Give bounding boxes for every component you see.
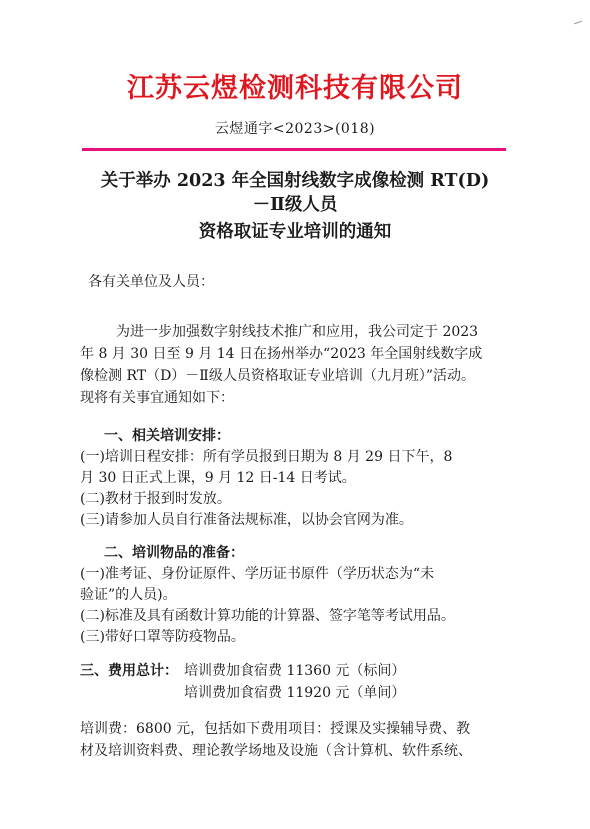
intro-line: 现将有关事宜通知如下： [80,390,234,406]
fee-line-single-room: 培训费加食宿费 11920 元（单间） [184,685,406,701]
intro-line: 年 8 月 30 日至 9 月 14 日在扬州举办“2023 年全国射线数字成 [80,346,483,362]
section-1-line: 月 30 日正式上课，9 月 12 日-14 日考试。 [80,470,356,486]
red-divider-line [82,148,506,151]
salutation: 各有关单位及人员： [88,274,214,290]
section-2-heading: 二、培训物品的准备： [104,545,244,561]
section-1-heading: 一、相关培训安排： [104,428,230,444]
scan-mark [574,21,582,25]
section-2-line: (一)准考证、身份证原件、学历证书原件（学历状态为“未 [80,566,435,582]
title-line-3: 资格取证专业培训的通知 [198,222,392,242]
section-1-line: (二)教材于报到时发放。 [80,491,231,507]
fee-line-standard-room: 培训费加食宿费 11360 元（标间） [184,663,406,679]
training-fee-line: 材及培训资料费、理论教学场地及设施（含计算机、软件系统、 [80,743,472,759]
intro-line: 为进一步加强数字射线技术推广和应用，我公司定于 2023 [116,324,479,340]
document-number: 云煜通字<2023>(018) [214,121,376,137]
section-3-heading: 三、费用总计： [80,663,178,679]
section-2-line: 验证”的人员)。 [80,587,177,603]
section-2-line: (二)标准及具有函数计算功能的计算器、签字笔等考试用品。 [80,608,455,624]
title-line-2: －Ⅱ级人员 [252,195,338,215]
section-1-line: (三)请参加人员自行准备法规标准，以协会官网为准。 [80,512,413,528]
title-line-1: 关于举办 2023 年全国射线数字成像检测 RT(D) [100,171,490,191]
company-letterhead: 江苏云煜检测科技有限公司 [127,73,463,104]
section-1-line: (一)培训日程安排：所有学员报到日期为 8 月 29 日下午，8 [80,449,453,465]
section-2-line: (三)带好口罩等防疫物品。 [80,629,245,645]
intro-line: 像检测 RT（D）－Ⅱ级人员资格取证专业培训（九月班）”活动。 [80,368,475,384]
training-fee-line: 培训费：6800 元，包括如下费用项目：授课及实操辅导费、教 [80,721,471,737]
